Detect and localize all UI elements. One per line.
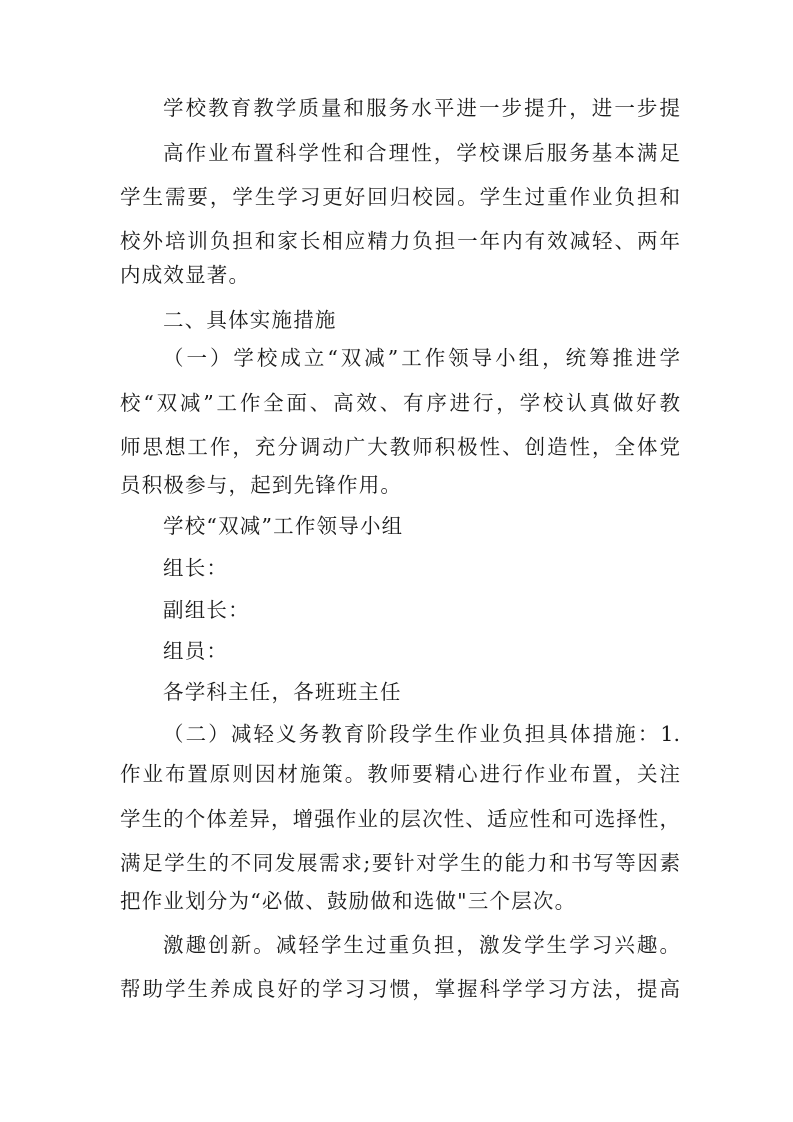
members-list: 各学科主任，各班班主任: [163, 680, 402, 704]
paragraph-line: 作业布置原则因材施策。教师要精心进行作业布置，关注: [120, 762, 680, 786]
paragraph-line: （二）减轻义务教育阶段学生作业负担具体措施：1.: [163, 722, 680, 746]
deputy-leader-label: 副组长：: [163, 598, 250, 622]
paragraph-line: 内成效显著。: [120, 263, 251, 287]
paragraph-line: 满足学生的不同发展需求;要针对学生的能力和书写等因素: [120, 851, 680, 875]
members-label: 组员：: [163, 639, 229, 663]
paragraph-line: 帮助学生养成良好的学习习惯，掌握科学学习方法，提高: [120, 977, 680, 1001]
paragraph-line: 学校教育教学质量和服务水平进一步提升，进一步提: [163, 96, 680, 120]
paragraph-line: 校“双减”工作全面、高效、有序进行，学校认真做好教: [120, 391, 680, 415]
section-heading: 二、具体实施措施: [163, 308, 337, 332]
paragraph-line: 员积极参与，起到先锋作用。: [120, 473, 403, 497]
paragraph-line: 把作业划分为“必做、鼓励做和选做"三个层次。: [120, 889, 577, 913]
paragraph-line: （一）学校成立“双减”工作领导小组，统筹推进学: [163, 346, 680, 370]
paragraph-line: 激趣创新。减轻学生过重负担，激发学生学习兴趣。: [163, 933, 680, 957]
paragraph-line: 学生需要，学生学习更好回归校园。学生过重作业负担和: [120, 185, 680, 209]
paragraph-line: 高作业布置科学性和合理性，学校课后服务基本满足: [163, 141, 680, 165]
paragraph-line: 校外培训负担和家长相应精力负担一年内有效减轻、两年: [120, 229, 680, 253]
paragraph-line: 师思想工作，充分调动广大教师积极性、创造性，全体党: [120, 435, 680, 459]
group-leader-label: 组长：: [163, 556, 229, 580]
group-title: 学校“双减”工作领导小组: [163, 514, 404, 538]
paragraph-line: 学生的个体差异，增强作业的层次性、适应性和可选择性，: [120, 807, 680, 831]
